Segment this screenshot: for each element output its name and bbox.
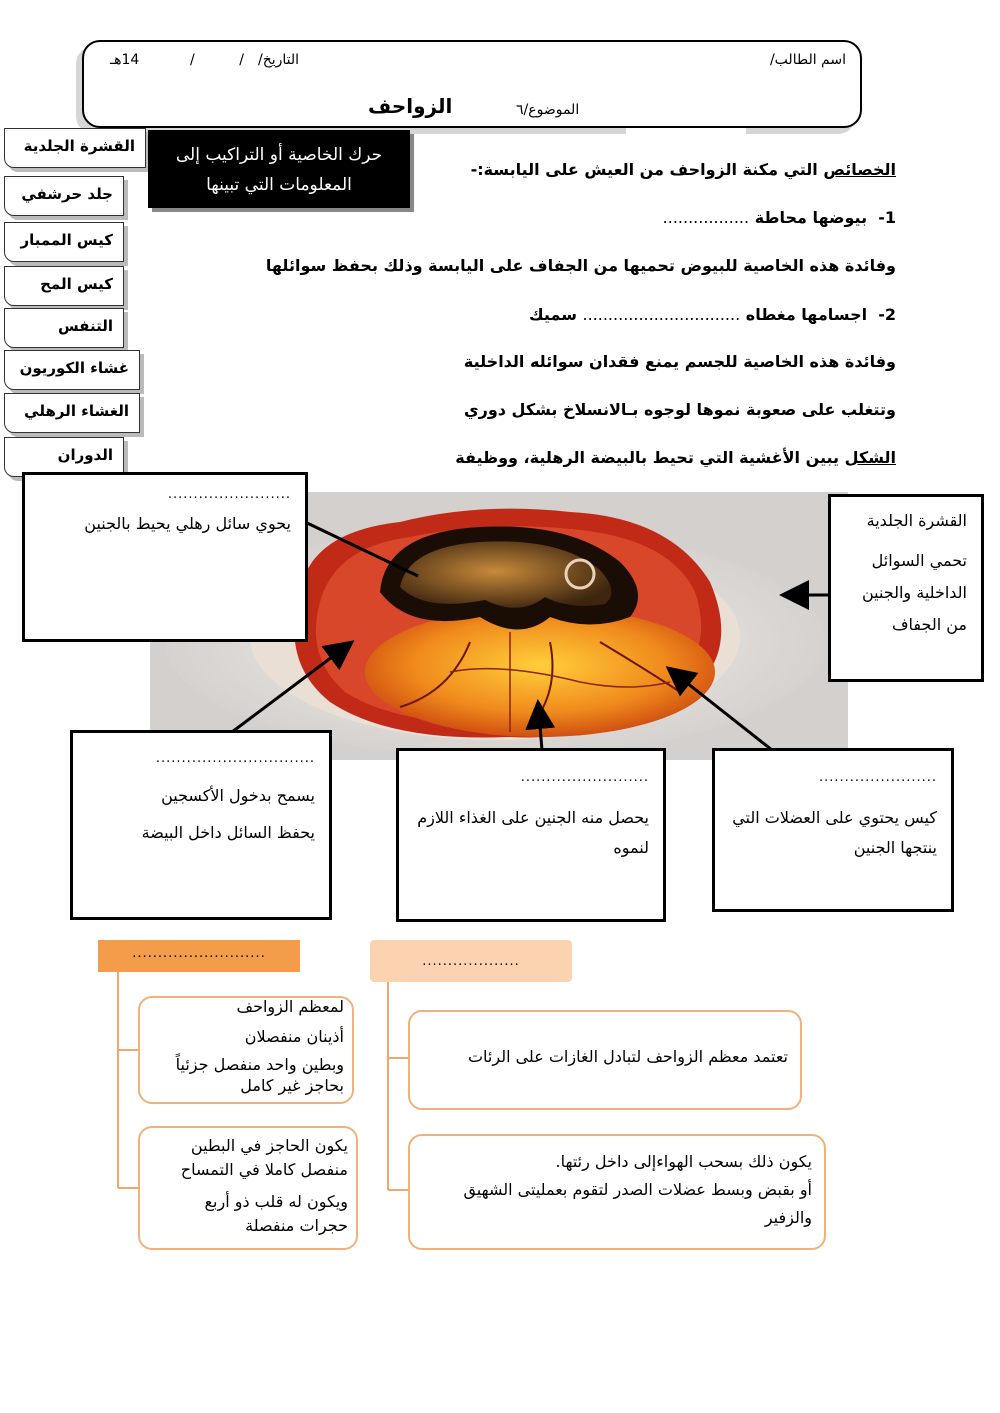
tab-amnion[interactable]: الغشاء الرهلي: [4, 393, 140, 433]
circulation-box-1: [138, 996, 354, 1104]
tab-scaly-skin[interactable]: جلد حرشفي: [4, 176, 124, 216]
box-allantois-blank: .......................: [818, 770, 937, 785]
page-title: الزواحف: [368, 94, 453, 118]
shell-info-text: تحمي السوائل الداخلية والجنين من الجفاف: [861, 551, 967, 634]
tab-allantois[interactable]: كيس الممبار: [4, 222, 124, 262]
circ2-line2: منفصل كاملا في التمساح: [180, 1160, 348, 1179]
item-1: 1- بيوضها محاطة .................: [662, 208, 896, 227]
respiration-box-2: [408, 1134, 826, 1250]
circ2-line3: ويكون له قلب ذو أربع: [204, 1192, 348, 1211]
box-yolk-blank: .........................: [520, 770, 649, 785]
box-chorion-line2: يحفظ السائل داخل البيضة: [141, 823, 315, 842]
tab-respiration[interactable]: التنفس: [4, 308, 124, 348]
box-chorion-blank: ...............................: [155, 751, 315, 766]
box-amnion-blank: ........................: [167, 487, 291, 502]
tab-chorion[interactable]: غشاء الكوريون: [4, 350, 140, 390]
box-amnion-text: يحوي سائل رهلي يحيط بالجنين: [84, 514, 291, 533]
shell-info-title: القشرة الجلدية: [866, 511, 967, 530]
tab-circulation[interactable]: الدوران: [4, 437, 124, 477]
circ1-line3: وبطين واحد منفصل جزئياً: [175, 1055, 344, 1074]
date-slashes: / /: [190, 52, 244, 68]
topic-label: الموضوع/٦: [516, 102, 580, 118]
box-allantois-text: كيس يحتوي على العضلات التي ينتجها الجنين: [732, 808, 937, 857]
box-chorion-line1: يسمح بدخول الأكسجين: [161, 786, 315, 805]
tab-skin-shell[interactable]: القشرة الجلدية: [4, 128, 146, 168]
date-label: التاريخ/: [258, 52, 300, 68]
benefit-2: وفائدة هذه الخاصية للجسم يمنع فقدان سوائله الداخلية: [463, 352, 896, 371]
circ1-line2: أذينان منفصلان: [244, 1027, 344, 1046]
tab-yolk-sac[interactable]: كيس المح: [4, 266, 124, 306]
instruction-box: حرك الخاصية أو التراكيب إلى المعلومات التي تبينها: [148, 130, 410, 208]
respiration-box-1: تعتمد معظم الزواحف لتبادل الغازات على الرئات: [408, 1010, 802, 1110]
box-yolk-text: يحصل منه الجنين على الغذاء اللازم لنموه: [417, 808, 649, 857]
circ2-line1: يكون الحاجز في البطين: [190, 1136, 348, 1155]
student-name-label: اسم الطالب/: [769, 52, 846, 68]
resp2-line1: يكون ذلك بسحب الهواءإلى داخل رئتها.: [555, 1152, 812, 1171]
benefit-1: وفائدة هذه الخاصية للبيوض تحميها من الجفاف على اليابسة وذلك بحفظ سوائلها: [265, 256, 896, 275]
benefit-3: وتتغلب على صعوبة نموها لوجوه بـالانسلاخ بشكل دوري: [463, 400, 896, 419]
resp2-line2: أو بقبض وبسط عضلات الصدر لتقوم بعمليتى الشهيق والزفير: [463, 1180, 812, 1227]
circ1-line4: بحاجز غير كامل: [240, 1076, 344, 1095]
year-label: 14هـ: [110, 52, 140, 68]
drop-header-respiration[interactable]: ...................: [370, 940, 572, 982]
drop-header-circulation[interactable]: ..........................: [98, 940, 300, 972]
item-2: 2- اجسامها مغطاه ............................... سميك: [529, 305, 896, 324]
figure-caption: الشكل يبين الأغشية التي تحيط بالبيضة الرهلية، ووظيفة: [455, 448, 896, 467]
section-heading: الخصائص التي مكنة الزواحف من العيش على اليابسة:-: [470, 160, 896, 179]
circ1-line1: لمعظم الزواحف: [236, 997, 344, 1016]
circulation-box-2: [138, 1126, 358, 1250]
circ2-line4: حجرات منفصلة: [245, 1216, 348, 1235]
